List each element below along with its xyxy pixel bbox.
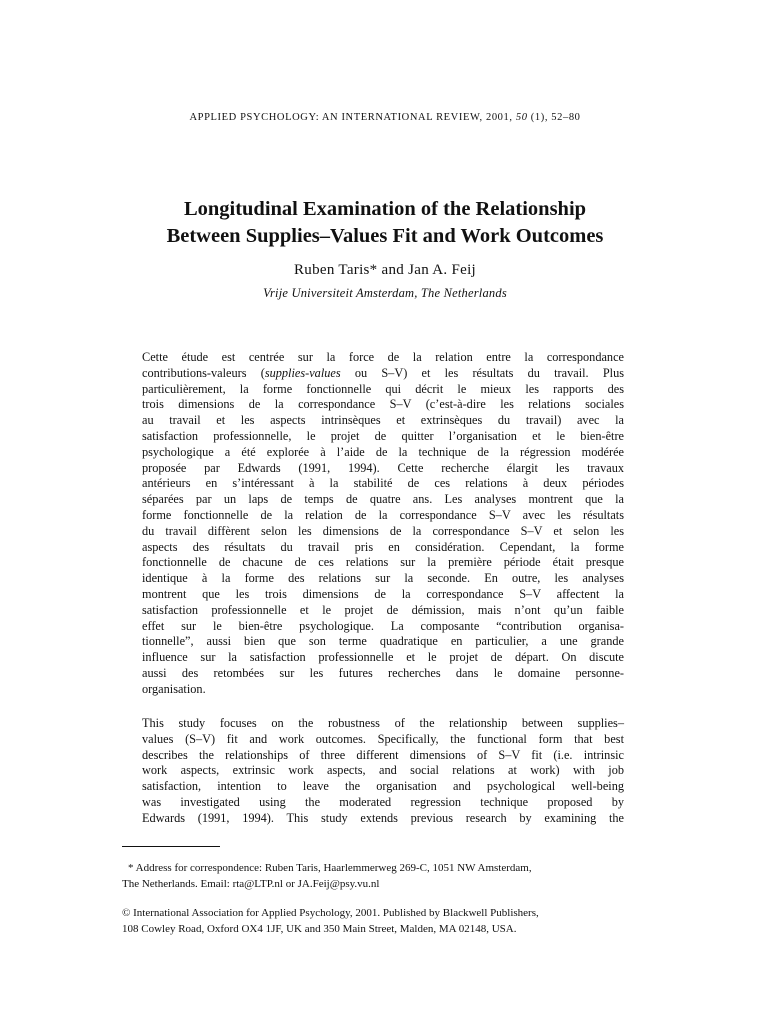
abstract-line: Edwards (1991, 1994). This study extends previous research by examining the [142,810,624,825]
abstract-line: satisfaction, intention to leave the organisation and psychological well-being [142,779,624,794]
copyright-line: 108 Cowley Road, Oxford OX4 1JF, UK and 350 Main Street, Malden, MA 02148, USA. [122,922,517,935]
abstract-line: Cette étude est centrée sur la force de la relation entre la correspondance [142,350,624,364]
article-title [0,196,770,250]
abstract-english [142,716,624,827]
title-line-1: Longitudinal Examination of the Relationship [183,198,587,220]
footnote-line: The Netherlands. Email: rta@LTP.nl or JA.Feij@psy.vu.nl [122,877,380,890]
abstract-line: montrent que les trois dimensions de la correspondance S–V affectent la [142,586,624,601]
abstract-line: du travail diffèrent selon les dimensions de la correspondance S–V et selon les [142,523,624,538]
volume-number: 50 [515,112,528,123]
abstract-line: forme fonctionnelle de la relation de la correspondance S–V avec les résultats [142,507,624,522]
abstract-line: organisation. [142,681,206,696]
abstract-line: effet sur le bien-être psychologique. La composante “contribution organisa- [142,618,624,633]
emphasis-term: supplies-values [264,365,341,380]
copyright-notice [122,906,642,937]
abstract-line: tionnelle”, aussi bien que son terme quadratique en particulier, a une grande [142,634,624,649]
abstract-line: work aspects, extrinsic work aspects, and social relations at work) with job [142,763,624,778]
footnote-line: * Address for correspondence: Ruben Taris, Haarlemmerweg 269-C, 1051 NW Amsterdam, [128,862,532,874]
abstract-line: séparées par un laps de temps de quatre ans. Les analyses montrent que la [142,492,624,507]
copyright-line: © International Association for Applied Psychology, 2001. Published by Blackwell Publishers, [122,907,539,919]
abstract-line: satisfaction professionnelle et le projet de démission, mais n’ont qu’un faible [142,602,624,617]
running-head-prefix: APPLIED PSYCHOLOGY: AN INTERNATIONAL REVIEW, 2001, [189,112,513,123]
abstract-line: This study focuses on the robustness of the relationship between supplies– [142,716,624,730]
abstract-line: describes the relationships of three different dimensions of S–V fit (i.e. intrinsic [142,747,624,762]
abstract-line: psychologique a été explorée à l’aide de la technique de la régression modérée [142,444,624,459]
abstract-line: proposée par Edwards (1991, 1994). Cette recherche élargit les travaux [142,460,624,475]
correspondence-footnote [122,861,642,892]
abstract-line: identique à la forme des relations sur la seconde. En outre, les analyses [142,571,624,586]
abstract-line: antérieurs en s’intéressant à la stabilité de ces relations à deux périodes [142,476,624,491]
running-header [0,112,770,123]
abstract-french [142,350,624,698]
abstract-line: au travail et les aspects intrinsèques et extrinsèques du travail) avec la [142,413,624,428]
abstract-line: particulièrement, la forme fonctionnelle qui décrit le mieux les rapports des [142,381,624,396]
abstract-line: satisfaction professionnelle, le projet de quitter l’organisation et le bien-être [142,428,624,443]
footnote-divider [122,846,220,847]
running-head-suffix: (1), 52–80 [530,112,581,123]
abstract-line: aussi des retombées sur les futures recherches dans le domaine personne- [142,665,624,680]
title-line-2: Between Supplies–Values Fit and Work Outcomes [166,225,604,247]
abstract-line: fonctionnelle de chacune de ces relations sur la première période était presque [142,555,624,570]
authors: Ruben Taris* and Jan A. Feij [293,262,477,278]
abstract-line: aspects des résultats du travail pris en considération. Cependant, la forme [142,539,624,554]
abstract-line: contributions-valeurs (supplies-values ou S–V) et les résultats du travail. Plus [142,365,625,380]
abstract-line: trois dimensions de la correspondance S–V (c’est-à-dire les relations sociales [142,397,624,412]
abstract-line: values (S–V) fit and work outcomes. Specifically, the functional form that best [142,731,624,746]
abstract-line: was investigated using the moderated regression technique proposed by [142,794,624,809]
affiliation: Vrije Universiteit Amsterdam, The Netherlands [263,286,507,300]
abstract-line: influence sur la satisfaction professionnelle et le projet de départ. On discute [142,650,624,665]
